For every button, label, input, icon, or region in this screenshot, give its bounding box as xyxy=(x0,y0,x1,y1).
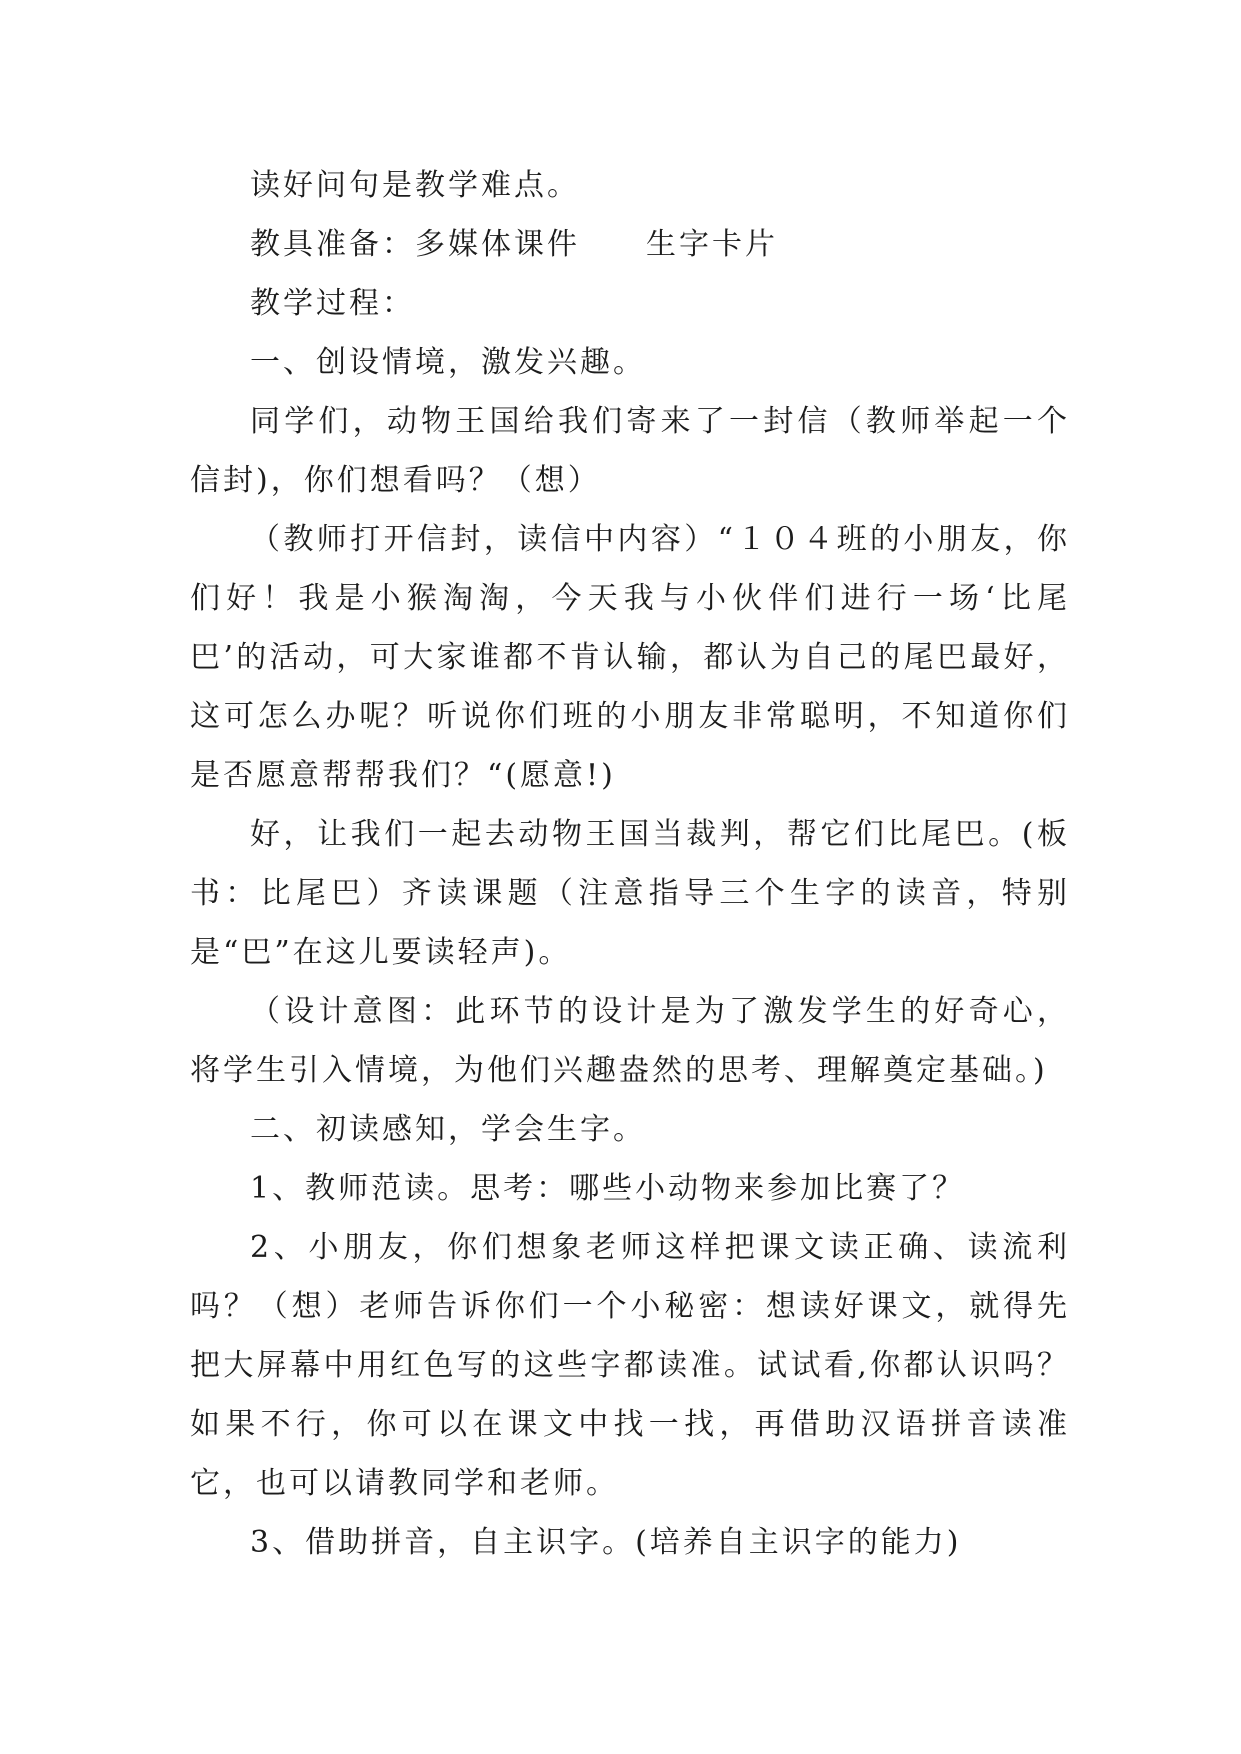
paragraph-teaching-materials: 教具准备：多媒体课件 生字卡片 xyxy=(250,227,778,262)
list-item-3: 3、借助拼音，自主识字。(培养自主识字的能力) xyxy=(250,1525,962,1560)
section-heading-2: 二、初读感知，学会生字。 xyxy=(250,1112,646,1147)
paragraph-blackboard-title: 好，让我们一起去动物王国当裁判，帮它们比尾巴。(板书：比尾巴）齐读课题（注意指导三个生字的读音，特别是“巴”在这儿要读轻声)。 xyxy=(190,817,1070,970)
paragraph-letter-intro: 同学们，动物王国给我们寄来了一封信（教师举起一个信封)，你们想看吗？（想） xyxy=(190,404,1070,498)
paragraph-teaching-difficulty: 读好问句是教学难点。 xyxy=(250,168,580,203)
paragraph-teaching-process-heading: 教学过程： xyxy=(250,286,415,321)
paragraph-letter-content: （教师打开信封，读信中内容）“１０４班的小朋友，你们好！我是小猴淘淘，今天我与小伙伴们进行一场‘比尾巴’的活动，可大家谁都不肯认输，都认为自己的尾巴最好，这可怎么办呢？听说你们班的小朋友非常聪明，不知道你们是否愿意帮帮我们？“(愿意!) xyxy=(190,522,1070,793)
document-body xyxy=(190,156,1070,1572)
list-item-2: 2、小朋友，你们想象老师这样把课文读正确、读流利吗？（想）老师告诉你们一个小秘密：想读好课文，就得先把大屏幕中用红色写的这些字都读准。试试看,你都认识吗？如果不行，你可以在课文中找一找，再借助汉语拼音读准它，也可以请教同学和老师。 xyxy=(190,1230,1070,1501)
section-heading-1: 一、创设情境，激发兴趣。 xyxy=(250,345,646,380)
paragraph-design-intent: （设计意图：此环节的设计是为了激发学生的好奇心，将学生引入情境，为他们兴趣盎然的思考、理解奠定基础。) xyxy=(190,994,1070,1088)
list-item-1: 1、教师范读。思考：哪些小动物来参加比赛了？ xyxy=(250,1171,966,1206)
